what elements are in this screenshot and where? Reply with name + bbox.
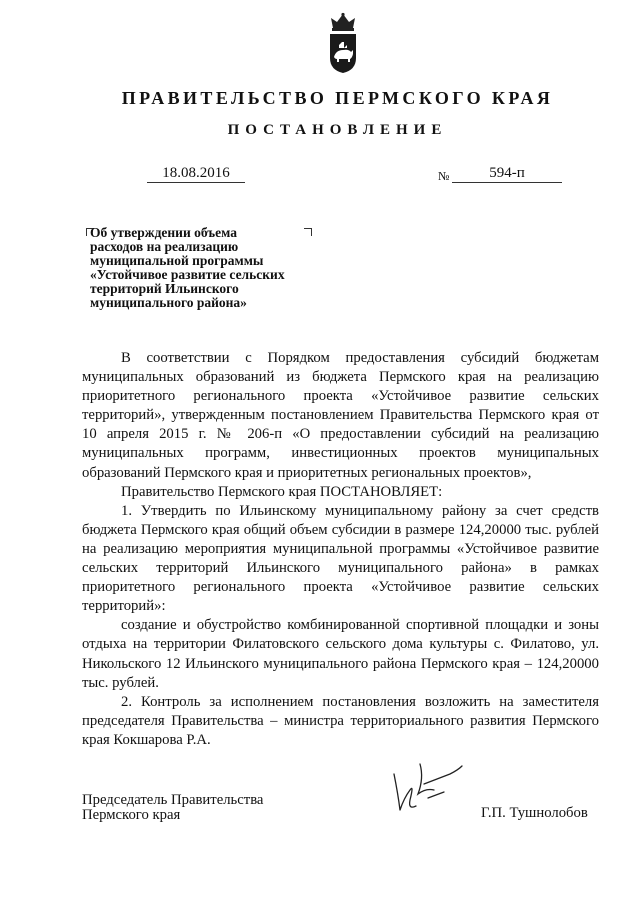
document-body — [82, 349, 599, 750]
subject-line: «Устойчивое развитие сельских — [90, 267, 285, 282]
signatory-title — [82, 793, 263, 823]
number-sign: № — [438, 169, 450, 183]
signatory-title-line: Председатель Правительства — [82, 792, 264, 808]
body-paragraph: 1. Утвердить по Ильинскому муниципальному району за счет средств бюджета Пермского края общий объем субсидии в размере 124,20000 тыс. рублей на реализацию мероприятия муниципальной программы «Устойчивое развитие сельских территорий Ильинского муниципального района» в рамках приоритетного регионального проекта «Устойчивое развитие сельских территорий»: — [82, 502, 599, 615]
subject-line: Об утверждении объема — [90, 225, 237, 240]
document-type: ПОСТАНОВЛЕНИЕ — [227, 122, 448, 138]
document-number: 594-п — [452, 164, 562, 183]
org-title: ПРАВИТЕЛЬСТВО ПЕРМСКОГО КРАЯ — [121, 88, 554, 108]
body-paragraph: 2. Контроль за исполнением постановления возложить на заместителя председателя Правительства – министра территориального развития Пермского края Кокшарова Р.А. — [82, 693, 599, 748]
document-subject — [90, 226, 315, 310]
body-paragraph: В соответствии с Порядком предоставления субсидий бюджетам муниципальных образований из бюджета Пермского края на реализацию приоритетного регионального проекта «Устойчивое развитие сельских территорий», утвержденным постановлением Правительства Пермского края от 10 апреля 2015 г. № 206-п «О предоставлении субсидий на реализацию муниципальных программ, инвестиционных проектов муниципальных образований Пермского края и приоритетных региональных проектов», — [82, 350, 599, 481]
subject-line: территорий Ильинского — [90, 281, 239, 296]
handwritten-signature-icon — [380, 754, 470, 820]
document-date: 18.08.2016 — [147, 164, 245, 183]
body-paragraph: Правительство Пермского края ПОСТАНОВЛЯЕТ: — [121, 483, 443, 500]
signatory-name: Г.П. Тушнолобов — [481, 805, 588, 821]
subject-line: муниципальной программы — [90, 253, 264, 268]
signatory-title-line: Пермского края — [82, 807, 181, 823]
coat-of-arms-icon — [326, 12, 360, 74]
body-paragraph: создание и обустройство комбинированной спортивной площадки и зоны отдыха на территории Филатовского сельского дома культуры с. Филатово, ул. Никольского 12 Ильинского муниципального района Пермского края – 124,20000 тыс. рублей. — [82, 617, 599, 691]
subject-line: муниципального района» — [90, 295, 247, 310]
subject-line: расходов на реализацию — [90, 239, 239, 254]
